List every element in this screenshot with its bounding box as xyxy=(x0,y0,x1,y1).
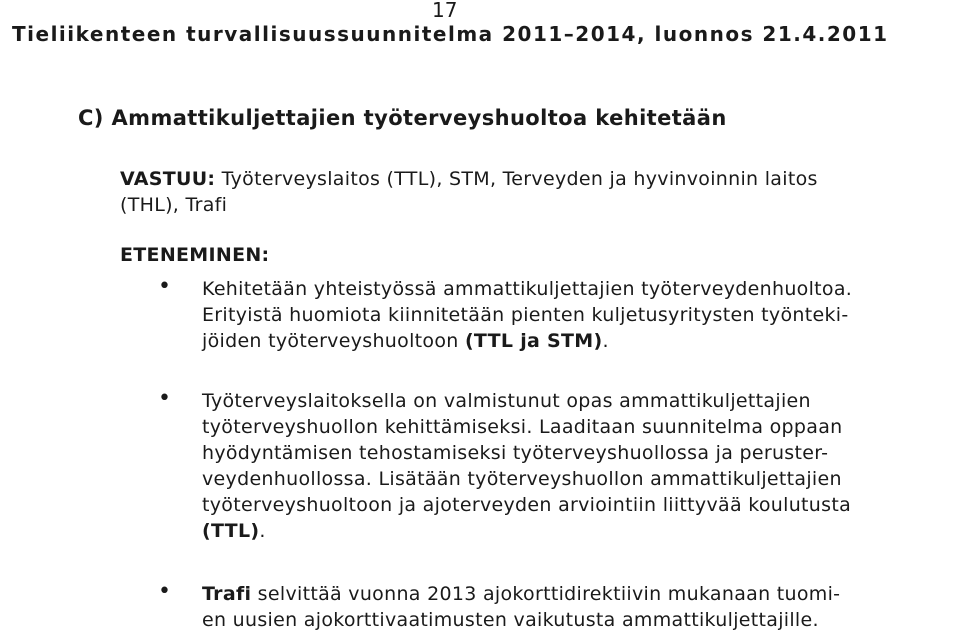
bullet-2-line-1: Työterveyslaitoksella on valmistunut opas ammattikuljettajien xyxy=(202,390,811,412)
progress-heading: ETENEMINEN: xyxy=(120,244,270,266)
bullet-1-line-2: Erityistä huomiota kiinnitetään pienten kuljetusyritysten työnteki- xyxy=(202,304,849,326)
responsibility-line-1: Työterveyslaitos (TTL), STM, Terveyden ja hyvinvoinnin laitos xyxy=(221,168,818,190)
bullet-2-line-3: hyödyntämisen tehostamiseksi työterveyshuollossa ja peruster- xyxy=(202,442,829,464)
bullet-item-2 xyxy=(202,388,960,544)
bullet-2-line-4: veydenhuollossa. Lisätään työterveyshuollon ammattikuljettajien xyxy=(202,468,842,490)
document-header: Tieliikenteen turvallisuussuunnitelma 2011–2014, luonnos 21.4.2011 xyxy=(12,22,889,46)
bullet-1-responsible: (TTL ja STM) xyxy=(464,330,603,352)
bullet-1-line-3: jöiden työterveyshuoltoon xyxy=(202,330,459,352)
bullet-2-responsible: (TTL) xyxy=(202,520,260,542)
bullet-item-3 xyxy=(202,581,960,633)
bullet-2-period: . xyxy=(259,520,266,542)
bullet-1-period: . xyxy=(602,330,609,352)
bullet-3-responsible: Trafi xyxy=(202,583,252,605)
bullet-dot: • xyxy=(158,386,171,411)
bullet-item-1 xyxy=(202,276,960,354)
responsibility-line-2: (THL), Trafi xyxy=(120,194,228,216)
bullet-3-line-1: selvittää vuonna 2013 ajokorttidirektiivin mukanaan tuomi- xyxy=(251,583,841,605)
responsibility-paragraph xyxy=(120,166,960,218)
section-title: C) Ammattikuljettajien työterveyshuoltoa kehitetään xyxy=(78,106,727,130)
page-number: 17 xyxy=(432,0,458,22)
bullet-dot: • xyxy=(158,274,171,299)
bullet-dot: • xyxy=(158,579,171,604)
bullet-1-line-1: Kehitetään yhteistyössä ammattikuljettajien työterveydenhuoltoa. xyxy=(202,278,853,300)
bullet-2-line-2: työterveyshuollon kehittämiseksi. Laaditaan suunnitelma oppaan xyxy=(202,416,843,438)
bullet-2-line-5: työterveyshuoltoon ja ajoterveyden arviointiin liittyvää koulutusta xyxy=(202,494,852,516)
responsibility-label: VASTUU: xyxy=(120,168,216,190)
bullet-3-line-2: en uusien ajokorttivaatimusten vaikutusta ammattikuljettajille. xyxy=(202,609,819,631)
